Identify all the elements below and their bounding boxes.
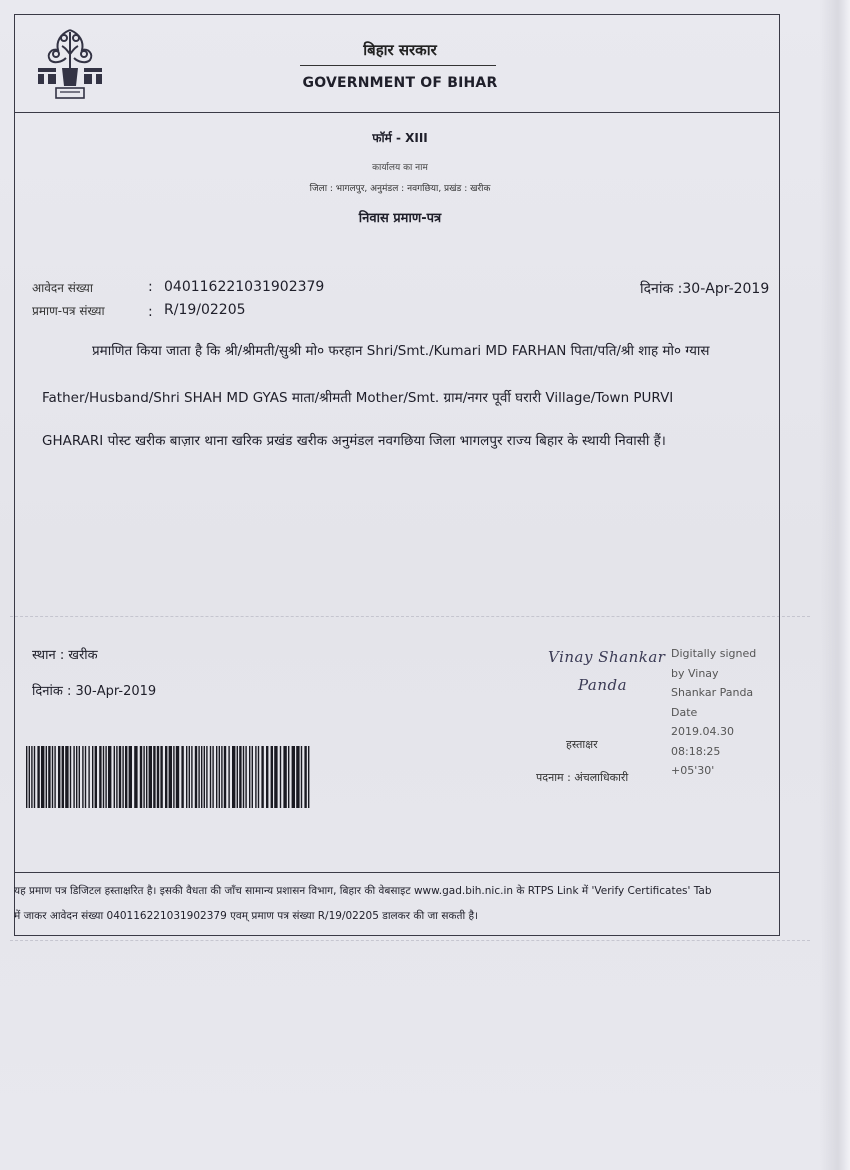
- footer-divider: [14, 872, 780, 873]
- barcode-bar: [79, 746, 80, 808]
- signature-name-line1: Vinay Shankar: [548, 648, 666, 666]
- barcode-bar: [52, 746, 53, 808]
- barcode-bar: [186, 746, 187, 808]
- office-name: कार्यालय का नाम: [372, 163, 428, 173]
- barcode-bar: [296, 746, 299, 808]
- barcode-bar: [195, 746, 197, 808]
- barcode-bar: [301, 746, 302, 808]
- barcode-bar: [210, 746, 211, 808]
- barcode-bar: [108, 746, 111, 808]
- barcode-bar: [129, 746, 132, 808]
- barcode-bar: [146, 746, 147, 808]
- application-number-label: आवेदन संख्या: [32, 281, 93, 295]
- barcode-bar: [292, 746, 295, 808]
- body-line-2: Father/Husband/Shri SHAH MD GYAS माता/श्रीमती Mother/Smt. ग्राम/नगर पूर्वी घरारी Village/Town PURVI: [42, 390, 674, 406]
- barcode-bar: [99, 746, 101, 808]
- district-line: जिला : भागलपुर, अनुमंडल : नवगछिया, प्रखंड : खरीक: [309, 184, 491, 194]
- header-title-hindi: बिहार सरकार: [363, 41, 437, 59]
- barcode-bar: [125, 746, 127, 808]
- footer-verification-line1: यह प्रमाण पत्र डिजिटल हस्ताक्षरित है। इसकी वैधता की जाँच सामान्य प्रशासन विभाग, बिहार की वेबसाइट www.gad.bih.nic.in के RTPS Link में 'Verify Certificates' Tab: [14, 885, 712, 897]
- barcode-bar: [29, 746, 30, 808]
- barcode-bar: [212, 746, 213, 808]
- digital-signature-line: Date: [671, 705, 698, 719]
- barcode-bar: [41, 746, 44, 808]
- barcode-icon: [26, 746, 310, 808]
- barcode-bar: [54, 746, 55, 808]
- barcode-bar: [228, 746, 229, 808]
- place: स्थान : खरीक: [32, 648, 98, 663]
- barcode-bar: [280, 746, 281, 808]
- barcode-bar: [114, 746, 115, 808]
- barcode-bar: [26, 746, 27, 808]
- barcode-bar: [304, 746, 306, 808]
- barcode-bar: [271, 746, 273, 808]
- barcode-bar: [216, 746, 217, 808]
- barcode-bar: [116, 746, 117, 808]
- barcode-bar: [37, 746, 39, 808]
- header-title-english: GOVERNMENT OF BIHAR: [302, 75, 498, 91]
- barcode-bar: [249, 746, 250, 808]
- digital-signature-line: +05'30': [671, 764, 715, 777]
- barcode-bar: [239, 746, 241, 808]
- barcode-bar: [221, 746, 222, 808]
- barcode-bar: [153, 746, 155, 808]
- barcode-bar: [283, 746, 286, 808]
- certificate-number-value: R/19/02205: [164, 302, 246, 318]
- field-colon: :: [148, 304, 153, 320]
- barcode-bar: [62, 746, 64, 808]
- barcode-bar: [82, 746, 83, 808]
- barcode-bar: [157, 746, 159, 808]
- barcode-bar: [258, 746, 259, 808]
- barcode-bar: [88, 746, 89, 808]
- barcode-bar: [237, 746, 238, 808]
- barcode-bar: [119, 746, 121, 808]
- barcode-bar: [134, 746, 137, 808]
- barcode-bar: [105, 746, 106, 808]
- barcode-bar: [34, 746, 35, 808]
- designation: पदनाम : अंचलाधिकारी: [536, 771, 629, 784]
- barcode-bar: [122, 746, 123, 808]
- barcode-bar: [48, 746, 50, 808]
- barcode-bar: [173, 746, 174, 808]
- barcode-bar: [85, 746, 86, 808]
- barcode-bar: [160, 746, 162, 808]
- barcode-bar: [46, 746, 47, 808]
- certificate-number-label: प्रमाण-पत्र संख्या: [32, 304, 105, 318]
- barcode-bar: [165, 746, 167, 808]
- application-number-value: 040116221031902379: [164, 279, 325, 295]
- barcode-bar: [274, 746, 277, 808]
- barcode-bar: [243, 746, 244, 808]
- body-line-1: प्रमाणित किया जाता है कि श्री/श्रीमती/सुश्री मो० फरहान Shri/Smt./Kumari MD FARHAN पिता/पति/श्री शाह मो० ग्यास: [92, 343, 710, 359]
- barcode-bar: [149, 746, 152, 808]
- barcode-bar: [201, 746, 202, 808]
- barcode-bar: [143, 746, 144, 808]
- barcode-bar: [261, 746, 263, 808]
- barcode-bar: [245, 746, 246, 808]
- barcode-bar: [76, 746, 77, 808]
- barcode-bar: [206, 746, 207, 808]
- digital-signature-line: 08:18:25: [671, 744, 721, 758]
- barcode-bar: [58, 746, 60, 808]
- signature-label: हस्ताक्षर: [566, 738, 598, 751]
- barcode-bar: [103, 746, 104, 808]
- digital-signature-line: Shankar Panda: [671, 686, 754, 699]
- barcode-bar: [255, 746, 256, 808]
- barcode-bar: [288, 746, 289, 808]
- paper-fold: [10, 940, 810, 941]
- form-number: फॉर्म - XIII: [372, 131, 428, 145]
- barcode-bar: [198, 746, 199, 808]
- digital-signature-line: 2019.04.30: [671, 725, 734, 738]
- barcode-bar: [191, 746, 192, 808]
- barcode-bar: [95, 746, 97, 808]
- header-underline: [300, 65, 496, 66]
- barcode-bar: [181, 746, 183, 808]
- barcode-bar: [92, 746, 93, 808]
- barcode-bar: [176, 746, 179, 808]
- digital-signature-line: Digitally signed: [671, 647, 757, 660]
- header-divider: [14, 112, 780, 113]
- barcode-bar: [31, 746, 32, 808]
- digital-signature-line: by Vinay: [671, 666, 719, 680]
- barcode-bar: [224, 746, 226, 808]
- page-edge: [820, 0, 850, 1170]
- barcode-bar: [70, 746, 71, 808]
- barcode-bar: [73, 746, 74, 808]
- barcode-bar: [252, 746, 253, 808]
- body-line-3: GHARARI पोस्ट खरीक बाज़ार थाना खरिक प्रखंड खरीक अनुमंडल नवगछिया जिला भागलपुर राज्य बिहार के स्थायी निवासी हैं।: [42, 433, 666, 449]
- issue-date: दिनांक :30-Apr-2019: [640, 281, 770, 297]
- barcode-bar: [65, 746, 68, 808]
- footer-verification-line2: में जाकर आवेदन संख्या 040116221031902379 एवम् प्रमाण पत्र संख्या R/19/02205 डालकर की जा सकती है।: [14, 910, 479, 922]
- digital-signature-block: [671, 644, 771, 781]
- barcode-bar: [266, 746, 268, 808]
- barcode-bar: [169, 746, 172, 808]
- signature-name-line2: Panda: [578, 676, 628, 694]
- certificate-title: निवास प्रमाण-पत्र: [358, 211, 442, 226]
- barcode-bar: [308, 746, 309, 808]
- barcode-bar: [140, 746, 142, 808]
- barcode-bar: [219, 746, 220, 808]
- barcode-bar: [232, 746, 235, 808]
- barcode-bar: [204, 746, 205, 808]
- barcode-bar: [189, 746, 190, 808]
- place-date: दिनांक : 30-Apr-2019: [32, 684, 157, 699]
- field-colon: :: [148, 279, 153, 295]
